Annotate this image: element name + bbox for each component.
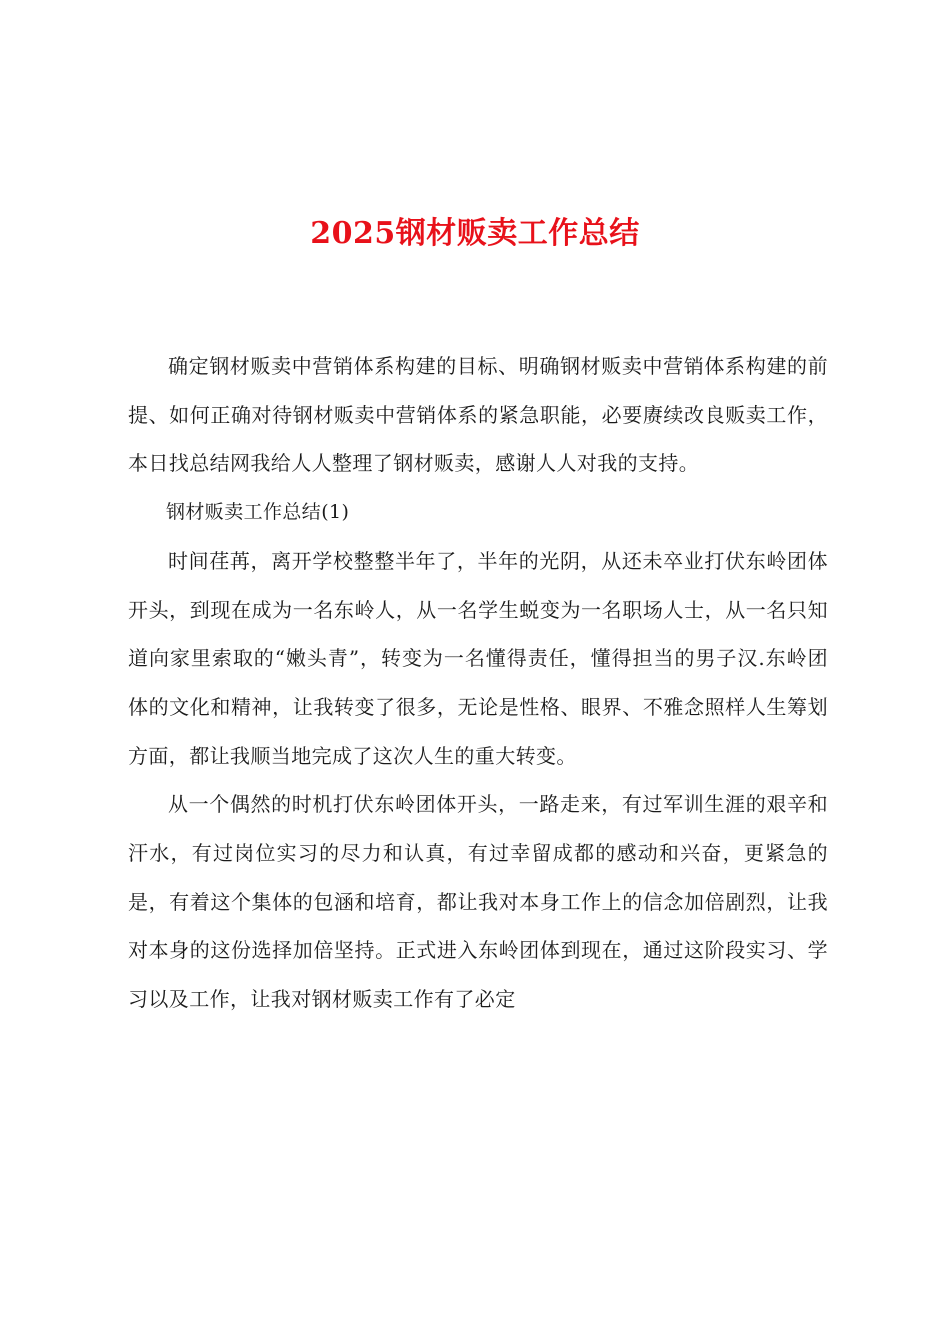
body-paragraph: 从一个偶然的时机打伏东岭团体开头，一路走来，有过军训生涯的艰辛和汗水，有过岗位实习的尽力和认真，有过幸留成都的感动和兴奋，更紧急的是，有着这个集体的包涵和培育，都让我对本身工作上的信念加倍剧烈，让我对本身的这份选择加倍坚持。正式进入东岭团体到现在，通过这阶段实习、学习以及工作，让我对钢材贩卖工作有了必定 [128, 792, 828, 1012]
intro-paragraph: 确定钢材贩卖中营销体系构建的目标、明确钢材贩卖中营销体系构建的前提、如何正确对待钢材贩卖中营销体系的紧急职能，必要赓续改良贩卖工作，本日找总结网我给人人整理了钢材贩卖，感谢人人对我的支持。 [128, 354, 828, 476]
document-title: 2025钢材贩卖工作总结 [310, 216, 640, 251]
document-body [128, 342, 828, 1024]
body-paragraph: 时间荏苒，离开学校整整半年了，半年的光阴，从还未卒业打伏东岭团体开头，到现在成为一名东岭人，从一名学生蜕变为一名职场人士，从一名只知道向家里索取的“嫩头青”，转变为一名懂得责任，懂得担当的男子汉.东岭团体的文化和精神，让我转变了很多，无论是性格、眼界、不雅念照样人生筹划方面，都让我顺当地完成了这次人生的重大转变。 [128, 548, 828, 768]
section-heading: 钢材贩卖工作总结(1) [166, 501, 350, 524]
